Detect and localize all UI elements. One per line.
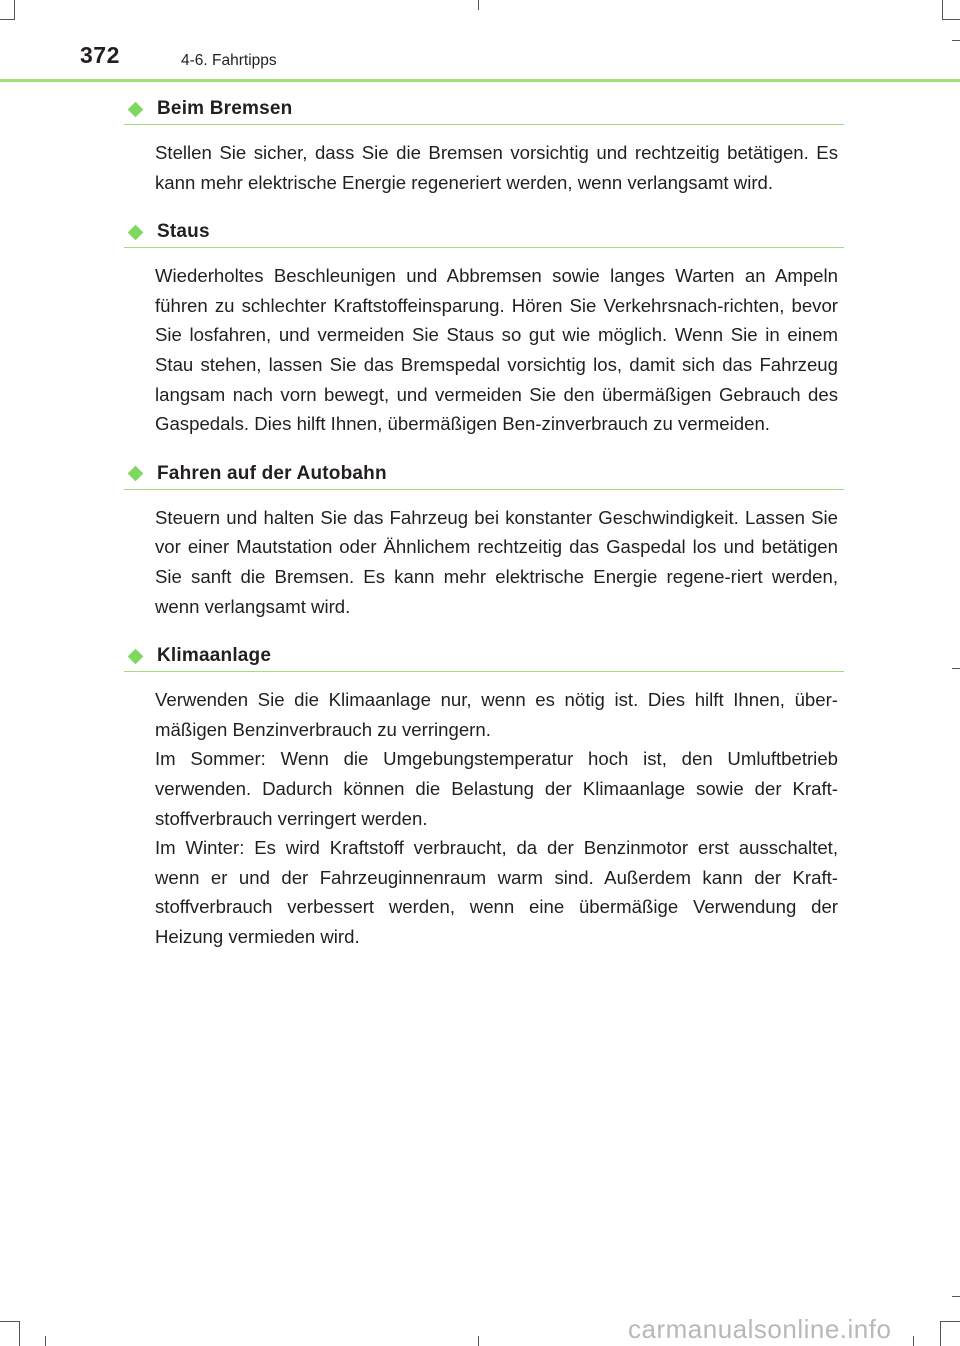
section-header [124,641,844,672]
section-klimaanlage [124,641,844,951]
crop-mark [952,40,960,41]
paragraph: Im Winter: Es wird Kraftstoff verbraucht, da der Benzinmotor erst ausschaltet, wenn er und der Fahrzeuginnenraum warm sind. Außerdem kann der Kraft-stoffverbrauch verbessert werden, wenn eine übermäßige Verwendung der Heizung vermieden wird. [155,837,838,947]
section-body [155,685,838,951]
crop-mark [0,19,15,20]
paragraph: Steuern und halten Sie das Fahrzeug bei konstanter Geschwindigkeit. Lassen Sie vor einer Mautstation oder Ähnlichem rechtzeitig das Gaspedal los und betätigen Sie sanft die Bremsen. Es kann mehr elektrische Energie regene-riert werden, wenn verlangsamt wird. [155,506,838,617]
section-title: Staus [157,221,210,243]
crop-mark [45,1336,46,1346]
diamond-bullet-icon [128,101,144,117]
page-number: 372 [80,42,120,68]
section-title: Klimaanlage [157,645,272,667]
paragraph: Im Sommer: Wenn die Umgebungstemperatur hoch ist, den Umluftbetrieb verwenden. Dadurch können die Belastung der Klimaanlage sowie der Kraft-stoffverbrauch verringert werden. [155,748,838,829]
crop-mark [952,668,960,669]
crop-mark [952,1296,960,1297]
crop-mark [478,1336,479,1346]
crop-mark [0,1321,20,1322]
diamond-bullet-icon [128,224,144,240]
paragraph: Stellen Sie sicher, dass Sie die Bremsen vorsichtig und rechtzeitig betätigen. Es kann mehr elektrische Energie regeneriert werden, wenn verlangsamt wird. [155,142,838,193]
section-header [124,459,844,490]
crop-mark [942,0,943,20]
crop-mark [478,0,479,10]
section-body [155,138,838,197]
paragraph: Wiederholtes Beschleunigen und Abbremsen sowie langes Warten an Ampeln führen zu schlechter Kraftstoffeinsparung. Hören Sie Verkehrsnach-richten, bevor Sie losfahren, und vermeiden Sie Staus so gut wie möglich. Wenn Sie in einem Stau stehen, lassen Sie das Bremspedal vorsichtig los, damit sich das Fahrzeug langsam nach vorn bewegt, und vermeiden Sie den übermäßigen Gebrauch des Gaspedals. Dies hilft Ihnen, übermäßigen Ben-zinverbrauch zu vermeiden. [155,265,838,435]
section-title: Beim Bremsen [157,98,293,119]
section-header [124,217,844,248]
crop-mark [913,1336,914,1346]
section-beim-bremsen [124,94,844,197]
page-content [124,94,844,951]
crop-mark [940,1321,941,1346]
crop-mark [940,1321,960,1322]
diamond-bullet-icon [128,466,144,482]
chapter-title: 4-6. Fahrtipps [181,52,277,69]
section-header [124,94,844,125]
section-body [155,261,838,439]
section-title: Fahren auf der Autobahn [157,462,387,484]
section-staus [124,217,844,439]
paragraph: Verwenden Sie die Klimaanlage nur, wenn es nötig ist. Dies hilft Ihnen, über-mäßigen Benzinverbrauch zu verringern. [155,689,838,740]
watermark: carmanualsonline.info [628,1314,892,1344]
crop-mark [19,1321,20,1346]
section-body [155,503,838,621]
crop-mark [14,0,15,20]
diamond-bullet-icon [128,648,144,664]
section-fahren-auf-der-autobahn [124,459,844,621]
header-rule [0,79,960,82]
crop-mark [942,19,960,20]
